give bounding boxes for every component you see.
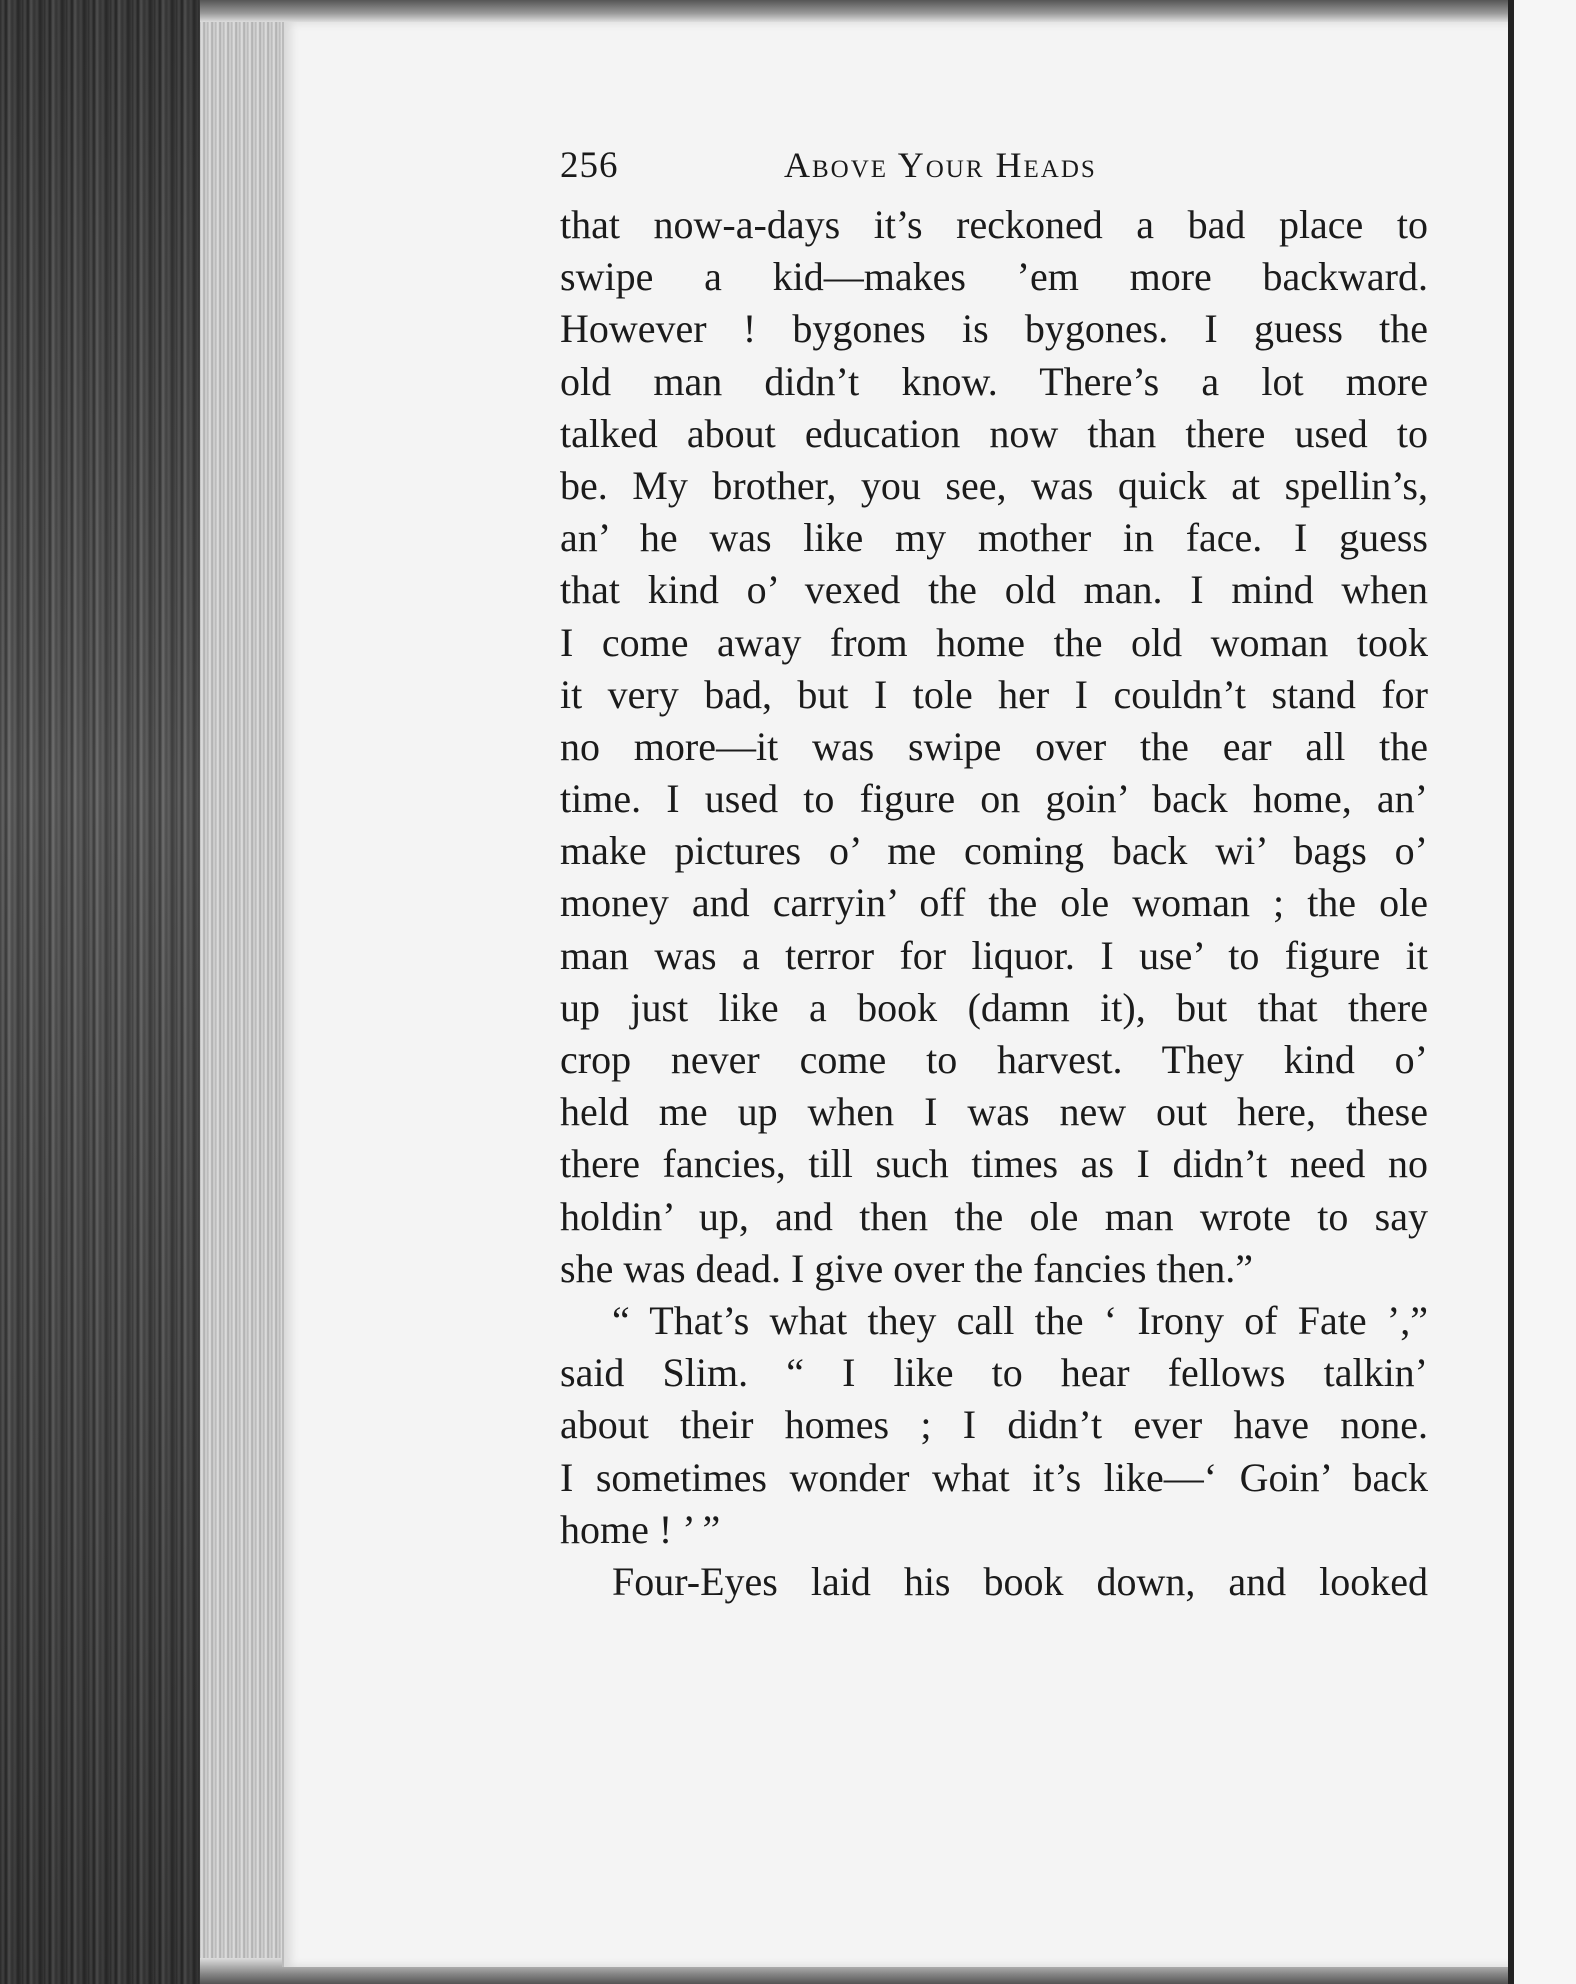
text-line: she was dead. I give over the fancies then.” [560,1245,1254,1291]
text-line: However ! bygones is bygones. I guess the [560,306,1428,352]
text-line: an’ he was like my mother in face. I guess [560,515,1428,561]
running-title: Above Your Heads [784,145,1097,185]
running-header [560,144,1200,192]
text-line: it very bad, but I tole her I couldn’t stand for [560,671,1428,717]
text-line: no more—it was swipe over the ear all the [560,723,1428,769]
text-line: said Slim. “ I like to hear fellows talkin’ [560,1350,1428,1396]
text-line: home ! ’ ” [560,1506,721,1552]
text-line: make pictures o’ me coming back wi’ bags o’ [560,828,1428,874]
text-line: about their homes ; I didn’t ever have none. [560,1402,1428,1448]
text-line: “ That’s what they call the ‘ Irony of Fate ’,” [612,1297,1428,1343]
text-line: I come away from home the old woman took [560,619,1428,665]
text-line: man was a terror for liquor. I use’ to figure it [560,932,1428,978]
text-line: crop never come to harvest. They kind o’ [560,1037,1428,1082]
text-line: Four-Eyes laid his book down, and looked [612,1558,1428,1604]
text-line: old man didn’t know. There’s a lot more [560,358,1428,404]
text-line: held me up when I was new out here, these [560,1089,1428,1135]
text-line: there fancies, till such times as I didn’t need no [560,1141,1428,1187]
book-spine-edge [0,0,210,1984]
text-line: up just like a book (damn it), but that there [560,984,1428,1030]
text-line: I sometimes wonder what it’s like—‘ Goin’ back [560,1454,1428,1500]
top-shadow [200,0,1510,22]
text-line: that now-a-days it’s reckoned a bad place to [560,202,1428,247]
text-line: swipe a kid—makes ’em more backward. [560,254,1428,300]
text-line: talked about education now than there used to [560,410,1428,456]
text-line: be. My brother, you see, was quick at spellin’s, [560,462,1428,508]
text-line: holdin’ up, and then the ole man wrote to say [560,1193,1428,1239]
page-stack-edge [200,10,290,1970]
text-line: that kind o’ vexed the old man. I mind when [560,567,1428,613]
text-line: money and carryin’ off the ole woman ; the ole [560,880,1428,926]
body-text [560,199,1428,1608]
next-page-strip [1514,0,1576,1984]
text-line: time. I used to figure on goin’ back home, an’ [560,776,1428,822]
page-number: 256 [560,145,619,186]
